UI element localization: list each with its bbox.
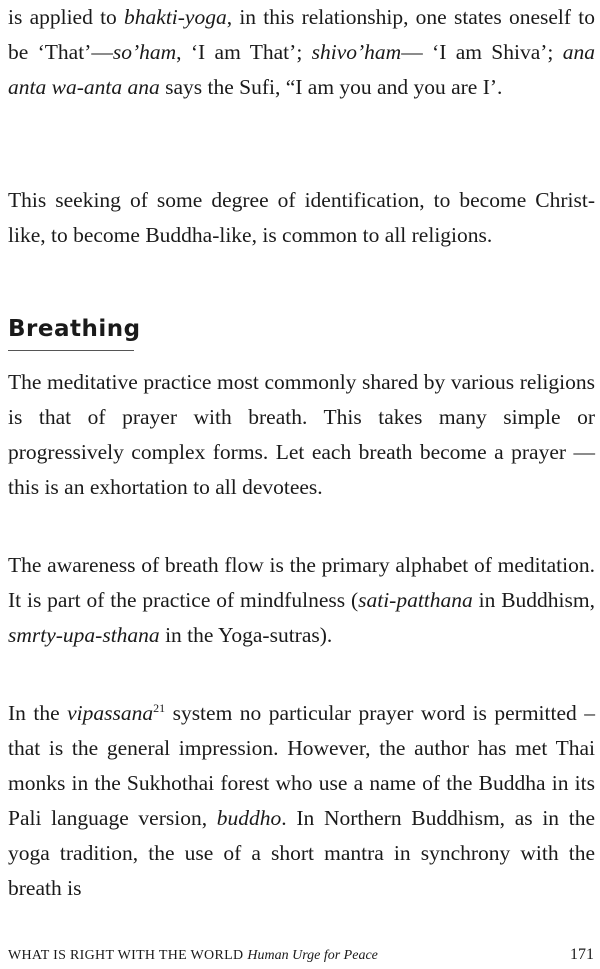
text-run: is applied to <box>8 5 125 29</box>
italic-term: shivo’ham <box>311 40 402 64</box>
italic-term: vipassana <box>67 701 154 725</box>
footnote-marker: 21 <box>153 700 166 715</box>
text-run: system no particular prayer word is permitted – that is the general impression. However, the author has met Thai monks in the Sukhothai forest who use a name of the Buddha in its Pali language version, <box>8 701 595 830</box>
text-run: , in this relationship, one states oneself to be ‘That’— <box>8 5 595 64</box>
text-run: in Buddhism, <box>472 588 595 612</box>
italic-term: ana anta wa-anta ana <box>8 40 595 99</box>
paragraph-breath-awareness <box>8 548 595 653</box>
book-subtitle: Human Urge for Peace <box>247 948 378 963</box>
text-run: In the <box>8 701 68 725</box>
text-run: . In Northern Buddhism, as in the yoga tradition, the use of a short mantra in synchrony with the breath is <box>8 806 596 900</box>
italic-term: smrty-upa-sthana <box>8 623 160 647</box>
italic-term: buddho <box>216 806 282 830</box>
paragraph-identification-that <box>8 0 595 105</box>
text-run: — ‘I am Shiva’; <box>401 40 563 64</box>
italic-term: sati-patthana <box>358 588 473 612</box>
running-footer-title <box>8 948 378 964</box>
paragraph-seeking-identification: This seeking of some degree of identification, to become Christ-like, to become Buddha-like, is common to all religions. <box>8 188 595 247</box>
text-run: in the Yoga-sutras). <box>159 623 333 647</box>
paragraph-vipassana <box>8 696 595 906</box>
section-heading-breathing: Breathing <box>8 316 141 342</box>
text-run: , ‘I am That’; <box>176 40 312 64</box>
page-footer <box>8 946 594 966</box>
italic-term: so’ham <box>112 40 177 64</box>
text-run: The awareness of breath flow is the primary alphabet of meditation. It is part of the practice of mindfulness ( <box>8 553 595 612</box>
page-number: 171 <box>570 946 594 963</box>
paragraph-prayer-with-breath: The meditative practice most commonly shared by various religions is that of prayer with breath. This takes many simple or progressively complex forms. Let each breath become a prayer — this is an exhortation to all devotees. <box>8 370 595 499</box>
text-run: says the Sufi, “I am you and you are I’. <box>159 75 503 99</box>
book-title: WHAT IS RIGHT WITH THE WORLD <box>8 948 244 963</box>
italic-term: bhakti-yoga <box>124 5 227 29</box>
heading-underline <box>8 350 134 351</box>
